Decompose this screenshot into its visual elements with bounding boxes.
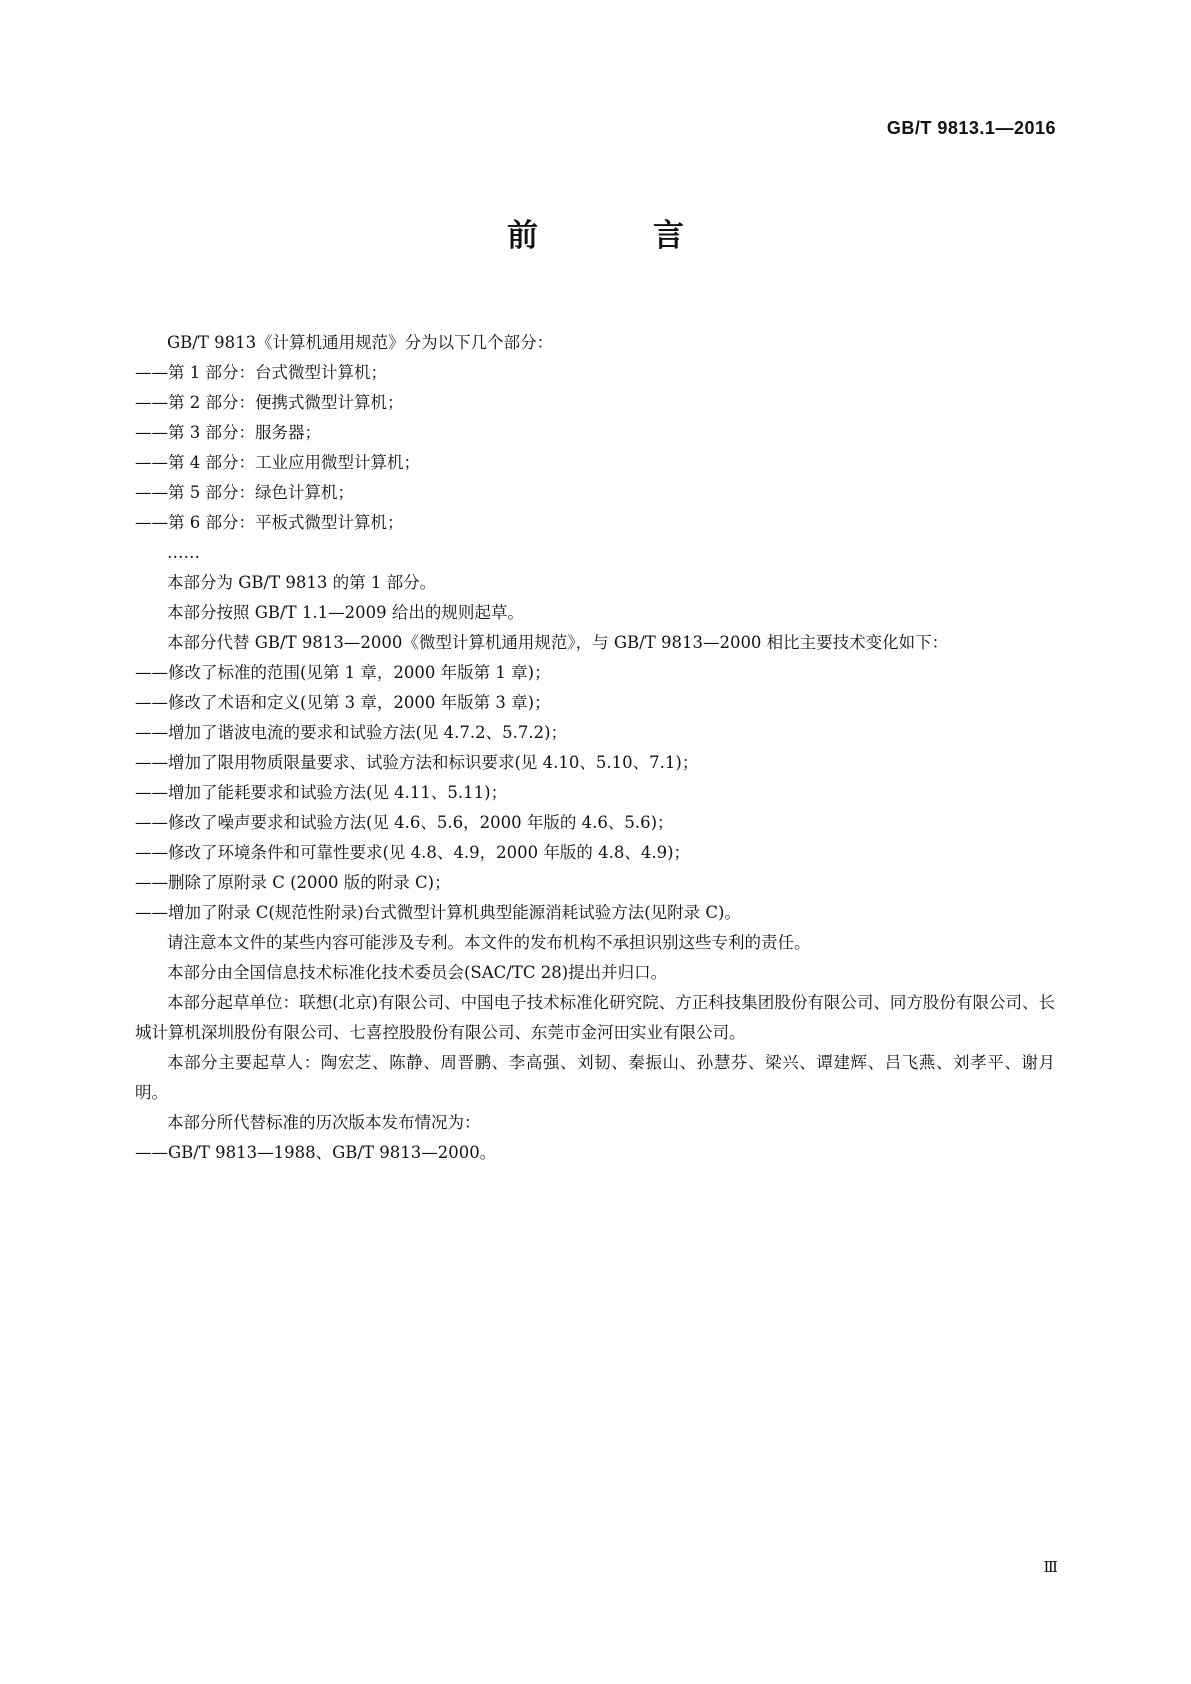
preface-body xyxy=(135,328,1055,1168)
ellipsis: …… xyxy=(167,543,200,562)
list-item: ——第 2 部分：便携式微型计算机； xyxy=(135,393,404,412)
list-item: ——第 1 部分：台式微型计算机； xyxy=(135,363,387,382)
list-item: ——增加了谐波电流的要求和试验方法(见 4.7.2、5.7.2)； xyxy=(135,723,568,742)
list-item: ——第 6 部分：平板式微型计算机； xyxy=(135,513,404,532)
paragraph: 请注意本文件的某些内容可能涉及专利。本文件的发布机构不承担识别这些专利的责任。 xyxy=(167,933,811,952)
list-item: ——第 4 部分：工业应用微型计算机； xyxy=(135,453,420,472)
list-item: ——增加了能耗要求和试验方法(见 4.11、5.11)； xyxy=(135,783,508,802)
list-item: ——增加了附录 C(规范性附录)台式微型计算机典型能源消耗试验方法(见附录 C)。 xyxy=(135,903,741,922)
list-item: ——删除了原附录 C (2000 版的附录 C)； xyxy=(135,873,451,892)
paragraph: 本部分起草单位：联想(北京)有限公司、中国电子技术标准化研究院、方正科技集团股份有限公司、同方股份有限公司、长城计算机深圳股份有限公司、七喜控股股份有限公司、东莞市金河田实业有限公司。 xyxy=(135,993,1055,1042)
paragraph: 本部分所代替标准的历次版本发布情况为： xyxy=(167,1113,481,1132)
paragraph: 本部分按照 GB/T 1.1—2009 给出的规则起草。 xyxy=(167,603,524,622)
paragraph: 本部分由全国信息技术标准化技术委员会(SAC/TC 28)提出并归口。 xyxy=(167,963,668,982)
list-item: ——修改了术语和定义(见第 3 章，2000 年版第 3 章)； xyxy=(135,693,551,712)
page-number: Ⅲ xyxy=(1043,1558,1058,1576)
standard-code: GB/T 9813.1—2016 xyxy=(886,118,1056,138)
paragraph: 本部分代替 GB/T 9813—2000《微型计算机通用规范》，与 GB/T 9813—2000 相比主要技术变化如下： xyxy=(167,633,949,652)
list-item: ——修改了噪声要求和试验方法(见 4.6、5.6，2000 年版的 4.6、5.6)； xyxy=(135,813,674,832)
page-title: 前 言 xyxy=(507,218,726,254)
list-item: ——第 5 部分：绿色计算机； xyxy=(135,483,354,502)
list-item: ——GB/T 9813—1988、GB/T 9813—2000。 xyxy=(135,1143,497,1162)
list-item: ——修改了标准的范围(见第 1 章，2000 年版第 1 章)； xyxy=(135,663,551,682)
list-item: ——修改了环境条件和可靠性要求(见 4.8、4.9，2000 年版的 4.8、4.9)； xyxy=(135,843,691,862)
paragraph: 本部分为 GB/T 9813 的第 1 部分。 xyxy=(167,573,437,592)
list-item: ——增加了限用物质限量要求、试验方法和标识要求(见 4.10、5.10、7.1)； xyxy=(135,753,699,772)
paragraph: 本部分主要起草人：陶宏芝、陈静、周晋鹏、李高强、刘韧、秦振山、孙慧芬、梁兴、谭建辉、吕飞燕、刘孝平、谢月明。 xyxy=(135,1053,1055,1102)
paragraph: GB/T 9813《计算机通用规范》分为以下几个部分： xyxy=(167,333,554,352)
list-item: ——第 3 部分：服务器； xyxy=(135,423,321,442)
